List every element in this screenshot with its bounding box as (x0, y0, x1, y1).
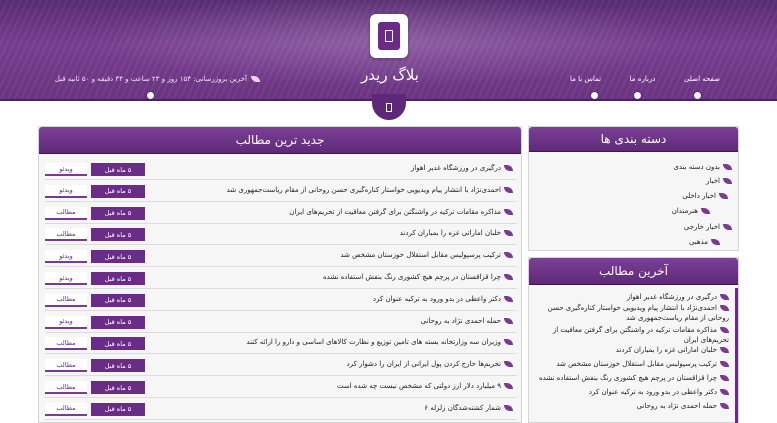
post-title-text: مذاکره مقامات ترکیه در واشنگتن برای گرفتن معافیت از تحریم‌های ایران (289, 207, 501, 216)
post-title-text: وزیران سه وزارتخانه بسته های تامین توزیع و نظارت کالاهای اساسی و دارو را ارائه کنند (246, 338, 501, 347)
post-time-badge: ۵ ماه قبل (91, 316, 145, 329)
latest-item[interactable] (533, 325, 729, 345)
category-item[interactable] (684, 222, 732, 232)
site-header (0, 0, 777, 100)
post-category-link[interactable]: مطالب (45, 228, 87, 241)
post-row (45, 334, 517, 354)
post-title-text: درگیری در ورزشگاه غدیر اهواز (410, 164, 501, 172)
leaf-icon (720, 403, 729, 409)
post-row (45, 247, 517, 267)
post-category-link[interactable]: مطالب (45, 337, 87, 350)
post-category-link[interactable]: ویدئو (45, 185, 87, 198)
latest-item[interactable] (533, 387, 729, 397)
leaf-icon (251, 76, 260, 82)
post-title-text: دکتر واعظی در بدو ورود به ترکیه عنوان کرد (372, 294, 501, 303)
leaf-icon (723, 164, 732, 170)
newest-posts-panel (38, 126, 522, 423)
leaf-icon (720, 375, 729, 381)
latest-item-text: درگیری در ورزشگاه غدیر اهواز (626, 293, 717, 301)
latest-item-text: خلبان اماراتی غزه را بمباران کردند (615, 346, 717, 354)
categories-title: دسته بندی ها (529, 127, 738, 151)
post-row (45, 160, 517, 180)
post-title[interactable] (153, 360, 513, 368)
category-label: بدون دسته بندی (673, 163, 720, 171)
post-time-badge: ۵ ماه قبل (91, 337, 145, 350)
latest-posts-panel (528, 257, 739, 423)
post-title-text: شمار کشته‌شدگان زلزله ۶ (424, 403, 501, 412)
leaf-icon (701, 208, 710, 214)
latest-item[interactable] (533, 401, 729, 411)
leaf-icon (504, 339, 513, 345)
post-row (45, 269, 517, 289)
nav-contact[interactable]: تماس با ما (570, 75, 602, 83)
leaf-icon (504, 274, 513, 280)
post-title[interactable] (153, 164, 513, 172)
category-label: اخبار داخلی (682, 192, 716, 200)
post-category-link[interactable]: مطالب (45, 381, 87, 394)
latest-item-text: احمدی‌نژاد با انتشار پیام ویدیویی خواستار کناره‌گیری حسن روحانی از مقام ریاست‌جمهوری شد (547, 304, 729, 322)
newest-posts-title: جدید ترین مطالب (39, 127, 521, 153)
leaf-icon (504, 165, 513, 171)
latest-item[interactable] (533, 359, 729, 369)
category-item[interactable] (706, 176, 732, 186)
leaf-icon (504, 209, 513, 215)
leaf-icon (720, 305, 729, 311)
leaf-icon (723, 224, 732, 230)
leaf-icon (720, 327, 729, 333)
post-time-badge: ۵ ماه قبل (91, 403, 145, 416)
leaf-icon (504, 296, 513, 302)
post-category-link[interactable]: مطالب (45, 359, 87, 372)
categories-panel (528, 126, 739, 251)
post-title[interactable] (153, 229, 513, 237)
post-row (45, 378, 517, 398)
leaf-icon (504, 405, 513, 411)
home-button[interactable] (372, 94, 406, 120)
post-time-badge: ۵ ماه قبل (91, 163, 145, 176)
post-title[interactable] (153, 251, 513, 259)
category-label: هنرمندان (671, 207, 698, 215)
latest-item[interactable] (533, 292, 729, 302)
post-row (45, 182, 517, 202)
category-label: اخبار خارجی (683, 223, 720, 231)
leaf-icon (720, 361, 729, 367)
leaf-icon (723, 178, 732, 184)
leaf-icon (504, 187, 513, 193)
post-category-link[interactable]: ویدئو (45, 316, 87, 329)
latest-item[interactable] (533, 373, 729, 383)
post-category-link[interactable]: مطالب (45, 403, 87, 416)
leaf-icon (719, 193, 728, 199)
post-title[interactable] (153, 208, 513, 216)
leaf-icon (504, 361, 513, 367)
post-time-badge: ۵ ماه قبل (91, 228, 145, 241)
last-update (54, 75, 260, 83)
site-title[interactable]: بلاگ ریدر (361, 66, 419, 84)
post-title-text: خلبان اماراتی غزه را بمباران کردند (399, 229, 501, 238)
latest-item[interactable] (533, 345, 729, 355)
post-title[interactable] (153, 404, 513, 412)
post-row (45, 204, 517, 224)
site-logo[interactable] (370, 14, 408, 58)
latest-list (529, 288, 738, 423)
post-time-badge: ۵ ماه قبل (91, 185, 145, 198)
latest-item-text: چرا قزاقستان در پرچم هیچ کشوری رنگ بنفش استفاده نشده (539, 374, 717, 382)
post-row (45, 400, 517, 420)
category-label: اخبار (706, 177, 720, 185)
post-time-badge: ۵ ماه قبل (91, 359, 145, 372)
category-item[interactable] (672, 206, 710, 216)
post-title-text: ترکیب پرسپولیس مقابل استقلال خوزستان مشخص شد (340, 251, 501, 260)
post-title[interactable] (153, 186, 513, 194)
latest-item-text: حمله احمدی نژاد به روحانی (636, 402, 717, 410)
latest-item[interactable] (533, 303, 729, 323)
logo-icon (378, 22, 400, 50)
last-update-text: آخرین بروزرسانی: ۱۵۴ روز و ۲۳ ساعت و ۴۴ دقیقه و ۵۰ ثانیه قبل (54, 75, 247, 83)
category-item[interactable] (682, 191, 728, 201)
post-title[interactable] (153, 317, 513, 325)
post-title[interactable] (153, 338, 513, 346)
leaf-icon (720, 389, 729, 395)
leaf-icon (504, 383, 513, 389)
category-item[interactable] (673, 162, 732, 172)
post-row (45, 313, 517, 333)
post-time-badge: ۵ ماه قبل (91, 207, 145, 220)
leaf-icon (720, 294, 729, 300)
category-label: مذهبی (688, 238, 708, 246)
post-row (45, 291, 517, 311)
post-title-text: چرا قزاقستان در پرچم هیچ کشوری رنگ بنفش استفاده نشده (323, 273, 501, 281)
post-row (45, 225, 517, 245)
nav-home[interactable]: صفحه اصلی (683, 75, 720, 83)
post-time-badge: ۵ ماه قبل (91, 381, 145, 394)
latest-item-text: مذاکره مقامات ترکیه در واشنگتن برای گرفتن معافیت از تحریم‌های ایران (552, 326, 729, 344)
leaf-icon (504, 252, 513, 258)
home-icon (386, 103, 392, 112)
post-category-link[interactable]: ویدئو (45, 250, 87, 263)
post-title-text: تحریم‌ها خارج کردن پول ایرانی از ایران را دشوار کرد (346, 360, 501, 369)
latest-posts-title: آخرین مطالب (529, 258, 738, 284)
post-category-link[interactable]: مطالب (45, 294, 87, 307)
post-time-badge: ۵ ماه قبل (91, 250, 145, 263)
post-title-text: حمله احمدی نژاد به روحانی (420, 316, 501, 325)
post-category-link[interactable]: ویدئو (45, 163, 87, 176)
leaf-icon (504, 318, 513, 324)
leaf-icon (711, 239, 720, 245)
post-time-badge: ۵ ماه قبل (91, 272, 145, 285)
latest-item-text: دکتر واعظی در بدو ورود به ترکیه عنوان کرد (588, 388, 717, 396)
post-title[interactable] (153, 382, 513, 390)
leaf-icon (720, 347, 729, 353)
latest-item-text: ترکیب پرسپولیس مقابل استقلال خوزستان مشخص شد (556, 360, 717, 368)
post-title[interactable] (153, 295, 513, 303)
leaf-icon (504, 230, 513, 236)
post-row (45, 356, 517, 376)
post-category-link[interactable]: ویدئو (45, 272, 87, 285)
post-title-text: ۹ میلیارد دلار ارز دولتی که مشخص نیست چه شده است (336, 382, 501, 390)
post-title[interactable] (153, 273, 513, 281)
post-time-badge: ۵ ماه قبل (91, 294, 145, 307)
nav-about[interactable]: درباره ما (629, 75, 656, 83)
post-category-link[interactable]: مطالب (45, 207, 87, 220)
document-icon (385, 30, 393, 42)
post-title-text: احمدی‌نژاد با انتشار پیام ویدیویی خواستار کناره‌گیری حسن روحانی از مقام ریاست‌جمهوری شد (226, 185, 501, 194)
top-nav (570, 75, 720, 83)
category-item[interactable] (689, 237, 720, 247)
